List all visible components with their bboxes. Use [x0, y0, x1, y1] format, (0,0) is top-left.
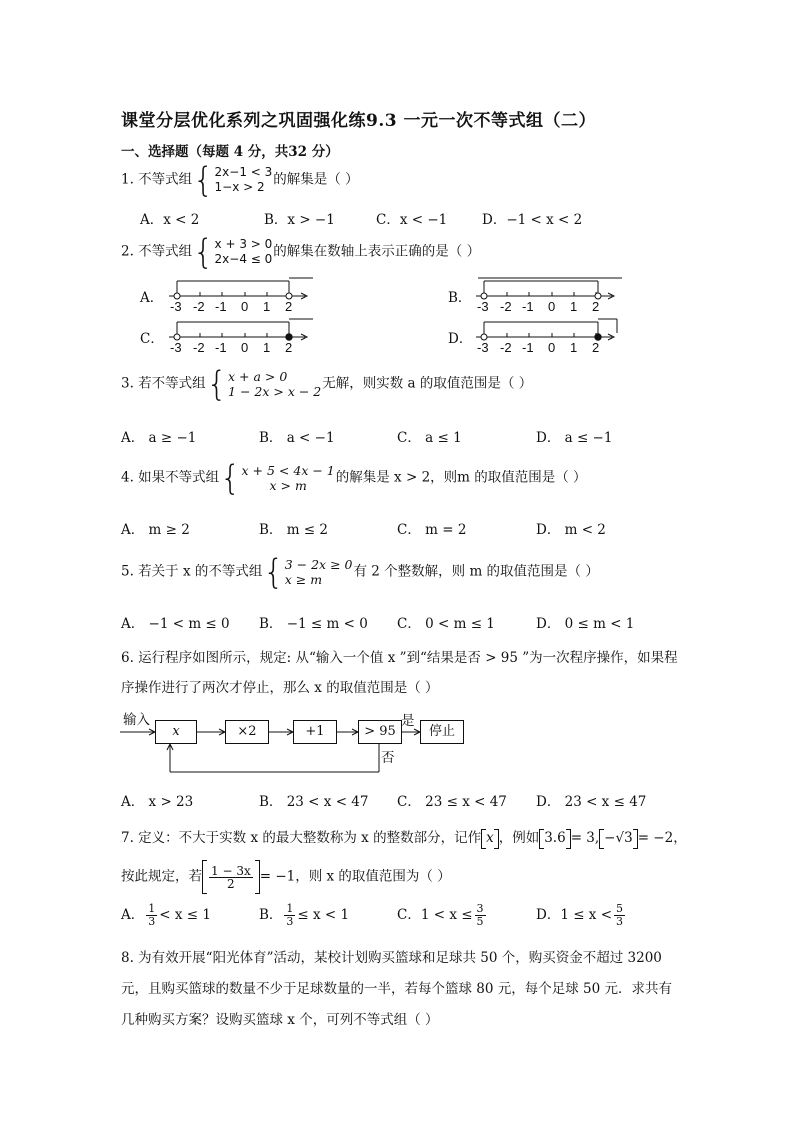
tick-label: 1: [263, 299, 271, 314]
q7-a-rest: < x ≤ 1: [159, 907, 211, 923]
q7-option-d[interactable]: [536, 903, 627, 928]
q7-option-b[interactable]: [259, 903, 349, 928]
q6-line-1: 6. 运行程序如图所示，规定: 从“输入一个值 x ”到“结果是否 > 95 ”为一次程序操作，如果程: [121, 650, 678, 666]
q5-suffix: 有 2 个整数解，则 m 的取值范围是（ ）: [353, 563, 599, 580]
tick-label: -1: [215, 340, 227, 355]
q7-text-d: = −1，则 x 的取值范围为（ ）: [259, 868, 451, 885]
q1-ineq-1: 2x−1 < 3: [214, 165, 273, 179]
page-title: 课堂分层优化系列之巩固强化练9.3 一元一次不等式组（二）: [121, 111, 596, 131]
q7-d-label: D．: [536, 907, 561, 923]
q3-option-b[interactable]: B． a < −1: [259, 430, 335, 446]
q1-option-c[interactable]: C．x < −1: [376, 212, 448, 228]
q8-line-1: 8. 为有效开展“阳光体育”活动，某校计划购买篮球和足球共 50 个，购买资金不超过 3200: [121, 950, 662, 966]
q3-option-c[interactable]: C． a ≤ 1: [397, 430, 462, 446]
q6-option-c[interactable]: C． 23 ≤ x < 47: [397, 794, 507, 810]
q7-b-label: B．: [259, 907, 283, 923]
q7-c-pre: 1 < x ≤: [420, 907, 473, 923]
q7-c-den: 5: [476, 915, 484, 928]
tick-label: 2: [592, 299, 600, 314]
q4-suffix: 的解集是 x > 2，则m 的取值范围是（ ）: [335, 469, 587, 486]
flow-box-x: x: [155, 720, 197, 744]
q7-d-pre: 1 ≤ x <: [560, 907, 613, 923]
tick-label: -3: [170, 340, 182, 355]
q4-option-c[interactable]: C． m = 2: [397, 522, 467, 538]
q4-prefix: 4. 如果不等式组: [121, 469, 220, 486]
q4-ineq-1: x + 5 < 4x − 1: [241, 463, 335, 478]
tick-label: 1: [263, 340, 271, 355]
flow-arrows: [0, 700, 794, 780]
tick-label: 1: [570, 340, 578, 355]
q6-option-d[interactable]: D． 23 < x ≤ 47: [536, 794, 647, 810]
q6-flowchart: [0, 700, 794, 780]
q7-line-2: [121, 860, 451, 894]
tick-label: -3: [477, 340, 489, 355]
q2-numberline-d: [472, 315, 627, 355]
q4-option-a[interactable]: A． m ≥ 2: [121, 522, 190, 538]
q7-c-label: C．: [397, 907, 421, 923]
q7-ex1-value: 3.6: [544, 830, 566, 846]
q3-system: { x + a > 0 1 − 2x > x − 2: [206, 364, 322, 404]
tick-label: 2: [285, 340, 293, 355]
question-1: [121, 160, 359, 200]
q2-ineq-1: x + 3 > 0: [214, 237, 273, 251]
flow-box-times2: ×2: [225, 720, 269, 744]
q5-ineq-1: 3 − 2x ≥ 0: [284, 557, 353, 572]
q2-ineq-2: 2x−4 ≤ 0: [214, 252, 273, 266]
q7-a-num: 1: [148, 902, 156, 915]
q2-option-c[interactable]: C．: [140, 331, 164, 347]
q4-option-d[interactable]: D． m < 2: [536, 522, 606, 538]
q6-option-a[interactable]: A． x > 23: [121, 794, 194, 810]
tick-label: 0: [241, 299, 249, 314]
q1-system: { 2x−1 < 3 1−x > 2: [193, 160, 273, 200]
q5-option-c[interactable]: C． 0 < m ≤ 1: [397, 616, 495, 632]
tick-label: 2: [285, 299, 293, 314]
q7-text-a: 7. 定义：不大于实数 x 的最大整数称为 x 的整数部分，记作: [121, 830, 482, 846]
q7-d-num: 5: [616, 902, 624, 915]
question-5: [121, 552, 599, 592]
q1-prefix: 1. 不等式组: [121, 171, 193, 188]
section-heading: 一、选择题（每题 4 分，共32 分）: [121, 144, 339, 160]
q3-option-a[interactable]: A． a ≥ −1: [121, 430, 197, 446]
q2-prefix: 2. 不等式组: [121, 243, 193, 260]
q7-ex1-result: = 3,: [570, 830, 600, 846]
q2-option-d[interactable]: D．: [448, 331, 473, 347]
q3-option-d[interactable]: D． a ≤ −1: [536, 430, 613, 446]
q7-text-b: ，例如: [498, 830, 540, 846]
q8-line-2: 元，且购买篮球的数量不少于足球数量的一半，若每个篮球 80 元，每个足球 50 元．求共有: [121, 981, 673, 997]
q7-text-c: 按此规定，若: [121, 868, 202, 885]
flow-input-label: 输入: [123, 712, 150, 728]
flow-box-gt95: > 95: [358, 720, 402, 744]
q5-system: { 3 − 2x ≥ 0 x ≥ m: [263, 552, 353, 592]
q7-frac-num: 1 − 3x: [211, 863, 251, 878]
flow-box-plus1: +1: [293, 720, 337, 744]
q7-option-c[interactable]: [397, 903, 488, 928]
q2-system: { x + 3 > 0 2x−4 ≤ 0: [193, 232, 273, 272]
q7-c-num: 3: [476, 902, 484, 915]
q7-frac-den: 2: [227, 876, 235, 891]
q7-floor-x: [481, 830, 499, 846]
tick-label: -1: [522, 340, 534, 355]
q1-option-d[interactable]: D．−1 < x < 2: [482, 212, 583, 228]
tick-label: 0: [241, 340, 249, 355]
q4-ineq-2: x > m: [269, 478, 307, 493]
tick-label: -2: [500, 340, 512, 355]
q1-option-b[interactable]: B．x > −1: [264, 212, 335, 228]
q7-b-num: 1: [286, 902, 294, 915]
q3-ineq-2: 1 − 2x > x − 2: [228, 384, 322, 399]
q5-option-d[interactable]: D． 0 ≤ m < 1: [536, 616, 635, 632]
tick-label: 2: [592, 340, 600, 355]
q2-numberline-b: [472, 274, 627, 314]
q1-suffix: 的解集是（ ）: [273, 171, 359, 188]
q7-a-label: A．: [121, 907, 145, 923]
q5-option-b[interactable]: B． −1 ≤ m < 0: [259, 616, 368, 632]
question-3: [121, 364, 533, 404]
q7-line-1: [121, 826, 687, 849]
q7-example-2: [599, 830, 638, 846]
q2-suffix: 的解集在数轴上表示正确的是（ ）: [273, 243, 481, 260]
q4-system: { x + 5 < 4x − 1 x > m: [220, 458, 335, 498]
q7-a-den: 3: [148, 915, 156, 928]
flow-box-stop: 停止: [420, 720, 464, 744]
tick-label: -3: [477, 299, 489, 314]
tick-label: -2: [193, 340, 205, 355]
q2-option-a[interactable]: A．: [140, 290, 164, 306]
q2-option-b[interactable]: B．: [448, 290, 472, 306]
q4-option-b[interactable]: B． m ≤ 2: [259, 522, 328, 538]
q6-option-b[interactable]: B． 23 < x < 47: [259, 794, 369, 810]
q1-option-a[interactable]: A．x < 2: [140, 212, 200, 228]
tick-label: -2: [193, 299, 205, 314]
q7-floor-x-var: x: [486, 830, 494, 846]
q3-prefix: 3. 若不等式组: [121, 375, 206, 392]
q1-ineq-2: 1−x > 2: [214, 180, 265, 194]
tick-label: -1: [522, 299, 534, 314]
tick-label: 0: [548, 340, 556, 355]
q7-option-a[interactable]: [121, 903, 211, 928]
q7-d-den: 3: [616, 915, 624, 928]
flow-yes-label: 是: [401, 713, 415, 729]
q5-prefix: 5. 若关于 x 的不等式组: [121, 563, 263, 580]
q6-line-2: 序操作进行了两次才停止，那么 x 的取值范围是（ ）: [121, 680, 439, 696]
tick-label: -1: [215, 299, 227, 314]
q2-numberline-c: [165, 315, 315, 355]
q5-ineq-2: x ≥ m: [284, 572, 323, 587]
q8-line-3: 几种购买方案？设购买篮球 x 个，可列不等式组（ ）: [121, 1012, 439, 1028]
q3-ineq-1: x + a > 0: [228, 369, 288, 384]
tick-label: -2: [500, 299, 512, 314]
q7-ex2-value: −√3: [604, 830, 633, 846]
tick-label: 1: [570, 299, 578, 314]
q7-ex2-result: = −2，: [637, 830, 687, 846]
q3-suffix: 无解，则实数 a 的取值范围是（ ）: [322, 375, 533, 392]
q7-example-1: [539, 830, 570, 846]
q7-b-rest: ≤ x < 1: [297, 907, 350, 923]
tick-label: 0: [548, 299, 556, 314]
tick-label: -3: [170, 299, 182, 314]
flow-no-label: 否: [381, 750, 395, 766]
question-2: [121, 232, 481, 272]
q7-b-den: 3: [286, 915, 294, 928]
q5-option-a[interactable]: A． −1 < m ≤ 0: [121, 616, 230, 632]
q2-numberline-a: [165, 274, 315, 314]
question-4: [121, 458, 587, 498]
